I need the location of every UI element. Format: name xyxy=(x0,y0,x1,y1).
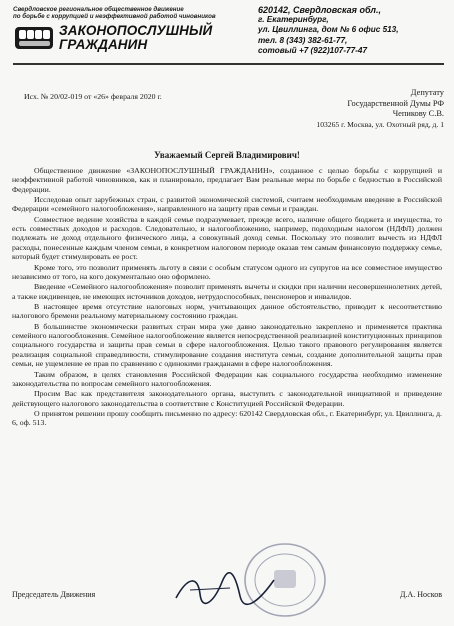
addressee-line-1: Депутату xyxy=(410,88,444,97)
mobile-line: сотовый +7 (922)107-77-47 xyxy=(258,45,367,55)
letterhead-divider xyxy=(13,63,444,65)
logo-row xyxy=(13,23,228,53)
signatory-name: Д.А. Носков xyxy=(399,590,442,599)
addressee-line-3: Чепикову С.В. xyxy=(392,109,444,118)
paragraph: Таким образом, в целях становления Российской Федерации как социального государства необходимо изменение законодательства по вопросам семейного налогообложения. xyxy=(12,369,442,388)
paragraph: Исследовав опыт зарубежных стран, с развитой экономической системой, считаем необходимым введение в Российской Федерации «семейного налогообложения», направленного на защиту прав семьи и граждан. xyxy=(12,195,442,214)
greeting: Уважаемый Сергей Владимирович! xyxy=(154,150,300,160)
signatory-position: Председатель Движения xyxy=(12,590,96,599)
handwritten-signature xyxy=(170,572,280,606)
phone-line: тел. 8 (343) 382-61-77, xyxy=(258,35,348,45)
paragraph: Введение «Семейного налогообложения» позволит применять вычеты и скидки при наличии несовершеннолетних детей, а также иждивенцев, не имеющих источников доходов, нетрудоспособных, пенсионеров и инвалидов. xyxy=(12,282,442,301)
org-subtitle-line-1: Свердловское региональное общественное движение xyxy=(13,6,184,13)
paragraph: Кроме того, это позволит применять льготу в связи с особым статусом одного из супругов на все совместное имущество независимо от того, на кого документально оно оформлено. xyxy=(12,262,442,281)
letter-body xyxy=(12,166,442,429)
addressee-block xyxy=(254,88,444,130)
addressee-line-2: Государственной Думы РФ xyxy=(347,98,444,108)
address-line-1: 620142, Свердловская обл., xyxy=(258,5,382,15)
fist-logo-icon xyxy=(13,23,55,53)
org-name-line-1: ЗАКОНОПОСЛУШНЫЙ xyxy=(59,23,213,39)
paragraph: Общественное движение «ЗАКОНОПОСЛУШНЫЙ ГРАЖДАНИН», созданное с целью борьбы с коррупцией и неэффективной работой чиновников, как и планировало, предлагает Вам реальные меры по борьбе с бедностью в Российской Федерации. xyxy=(12,166,442,194)
letterhead-contacts xyxy=(258,5,448,56)
letterhead-org xyxy=(13,6,228,53)
outgoing-reference: Исх. № 20/02-019 от «26» февраля 2020 г. xyxy=(24,92,162,101)
addressee-line-4: 103265 г. Москва, ул. Охотный ряд, д. 1 xyxy=(316,119,444,129)
address-line-3: ул. Цвиллинга, дом № 6 офис 513, xyxy=(258,25,399,35)
org-name-line-2: ГРАЖДАНИН xyxy=(59,37,148,53)
paragraph: О принятом решении прошу сообщить письменно по адресу: 620142 Свердловская обл., г. Екатеринбург, ул. Цвиллинга, д. 6, оф. 513. xyxy=(12,409,442,428)
paragraph: В настоящее время отсутствие налоговых норм, учитывающих данное обстоятельство, приводит к несоответствию налогового бремени реальному материальному состоянию граждан. xyxy=(12,302,442,321)
paragraph: Просим Вас как представителя законодательного органа, выступить с законодательной инициативой и приведение действующего налогового законодательства в соответствие с Конституцией Российской Федерации. xyxy=(12,389,442,408)
address-line-2: г. Екатеринбург, xyxy=(258,15,329,25)
paragraph: В большинстве экономически развитых стран мира уже давно законодательно закреплено и применяется практика семейного налогообложения. Семейное налогообложение является непосредственной реализацией конституционных принципов социального государства и защиты прав семьи в сфере налогообложения. Целью такого правового регулирования является реализация социальной справедливости, стимулирование создания института семьи, создание дополнительной защиты прав семьи, не ущемление ее прав по сравнению с одинокими гражданами в сфере налогообложения. xyxy=(12,321,442,369)
org-subtitle-line-2: по борьбе с коррупцией и неэффективной работой чиновников xyxy=(13,13,216,21)
paragraph: Совместное ведение хозяйства в каждой семье подразумевает, прежде всего, наличие общего бюджета и имущества, то есть совместных доходов и расходов. Следовательно, и налогообложению, например, подоходным налогом (НДФЛ) должен подлежать не доход отдельного физического лица, а совокупный доход семьи. Поскольку это позволит вычесть из НДФЛ расходы, понесенные каждым членом семьи, в конкретном налоговом периоде оказав тем самым финансовую поддержку семье, который будет стимулировать ее рост. xyxy=(12,214,442,262)
